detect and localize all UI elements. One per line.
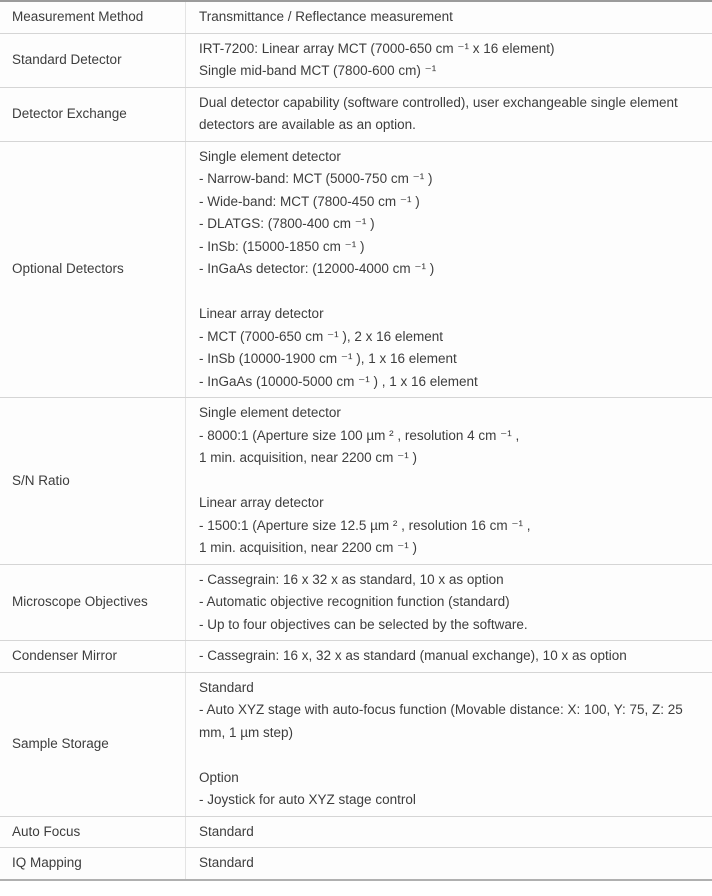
spec-label: Microscope Objectives <box>0 565 186 641</box>
table-row <box>0 641 712 673</box>
spec-line: Single element detector <box>199 148 341 164</box>
table-row <box>0 817 712 849</box>
spec-line: - Automatic objective recognition function (standard) <box>199 594 510 609</box>
spec-line <box>199 281 704 304</box>
table-row <box>0 398 712 565</box>
table-row <box>0 142 712 399</box>
spec-line: - Narrow-band: MCT (5000-750 cm ⁻¹ ) <box>199 171 433 186</box>
spec-line: IRT-7200: Linear array MCT (7000-650 cm ⁻¹ x 16 element) <box>199 40 555 56</box>
spec-label: Detector Exchange <box>0 88 186 141</box>
spec-label: Sample Storage <box>0 673 186 816</box>
spec-line: - Wide-band: MCT (7800-450 cm ⁻¹ ) <box>199 193 420 209</box>
spec-value <box>186 673 712 816</box>
spec-value <box>186 848 712 879</box>
spec-line: - Auto XYZ stage with auto-focus function (Movable distance: X: 100, Y: 75, Z: 25 <box>199 702 683 717</box>
spec-line: Dual detector capability (software controlled), user exchangeable single element <box>199 94 678 110</box>
spec-label: IQ Mapping <box>0 848 186 879</box>
spec-label: Standard Detector <box>0 34 186 87</box>
spec-line: - MCT (7000-650 cm ⁻¹ ), 2 x 16 element <box>199 328 443 344</box>
table-row <box>0 34 712 88</box>
spec-line: Option <box>199 769 239 785</box>
spec-value <box>186 142 712 398</box>
spec-value <box>186 34 712 87</box>
spec-label: Auto Focus <box>0 817 186 848</box>
table-row <box>0 2 712 34</box>
table-row <box>0 848 712 879</box>
spec-value <box>186 398 712 564</box>
spec-line: 1 min. acquisition, near 2200 cm ⁻¹ ) <box>199 450 417 465</box>
table-row <box>0 673 712 817</box>
spec-line: Standard <box>199 679 254 695</box>
spec-line: Standard <box>199 855 254 870</box>
spec-line: - InGaAs (10000-5000 cm ⁻¹ ) , 1 x 16 element <box>199 373 478 389</box>
spec-value <box>186 565 712 641</box>
spec-line: - InSb: (15000-1850 cm ⁻¹ ) <box>199 238 365 254</box>
spec-value <box>186 817 712 848</box>
spec-line: - 1500:1 (Aperture size 12.5 µm ² , resolution 16 cm ⁻¹ , <box>199 517 531 533</box>
spec-line: detectors are available as an option. <box>199 117 416 132</box>
spec-line: Linear array detector <box>199 495 324 510</box>
table-row <box>0 565 712 642</box>
spec-line: Single element detector <box>199 405 341 420</box>
spec-value <box>186 88 712 141</box>
spec-label: Condenser Mirror <box>0 641 186 672</box>
spec-line: Single mid-band MCT (7800-600 cm) ⁻¹ <box>199 63 437 78</box>
spec-label: Measurement Method <box>0 2 186 33</box>
spec-label: Optional Detectors <box>0 142 186 398</box>
spec-value <box>186 2 712 33</box>
spec-line: - Joystick for auto XYZ stage control <box>199 792 416 807</box>
spec-line: 1 min. acquisition, near 2200 cm ⁻¹ ) <box>199 540 417 555</box>
spec-line: Linear array detector <box>199 306 324 321</box>
spec-line: - InSb (10000-1900 cm ⁻¹ ), 1 x 16 element <box>199 351 457 366</box>
spec-line: - Cassegrain: 16 x, 32 x as standard (manual exchange), 10 x as option <box>199 648 627 663</box>
spec-line: mm, 1 µm step) <box>199 724 294 740</box>
spec-line <box>199 470 704 493</box>
spec-line: - DLATGS: (7800-400 cm ⁻¹ ) <box>199 216 375 231</box>
spec-line: - Up to four objectives can be selected by the software. <box>199 616 528 632</box>
spec-line: Standard <box>199 823 254 839</box>
spec-line: - Cassegrain: 16 x 32 x as standard, 10 x as option <box>199 571 504 587</box>
spec-line: - 8000:1 (Aperture size 100 µm ² , resolution 4 cm ⁻¹ , <box>199 427 520 443</box>
spec-line <box>199 744 704 767</box>
spec-line: Transmittance / Reflectance measurement <box>199 9 453 24</box>
spec-value <box>186 641 712 672</box>
spec-label: S/N Ratio <box>0 398 186 564</box>
table-row <box>0 88 712 142</box>
spec-line: - InGaAs detector: (12000-4000 cm ⁻¹ ) <box>199 261 435 276</box>
